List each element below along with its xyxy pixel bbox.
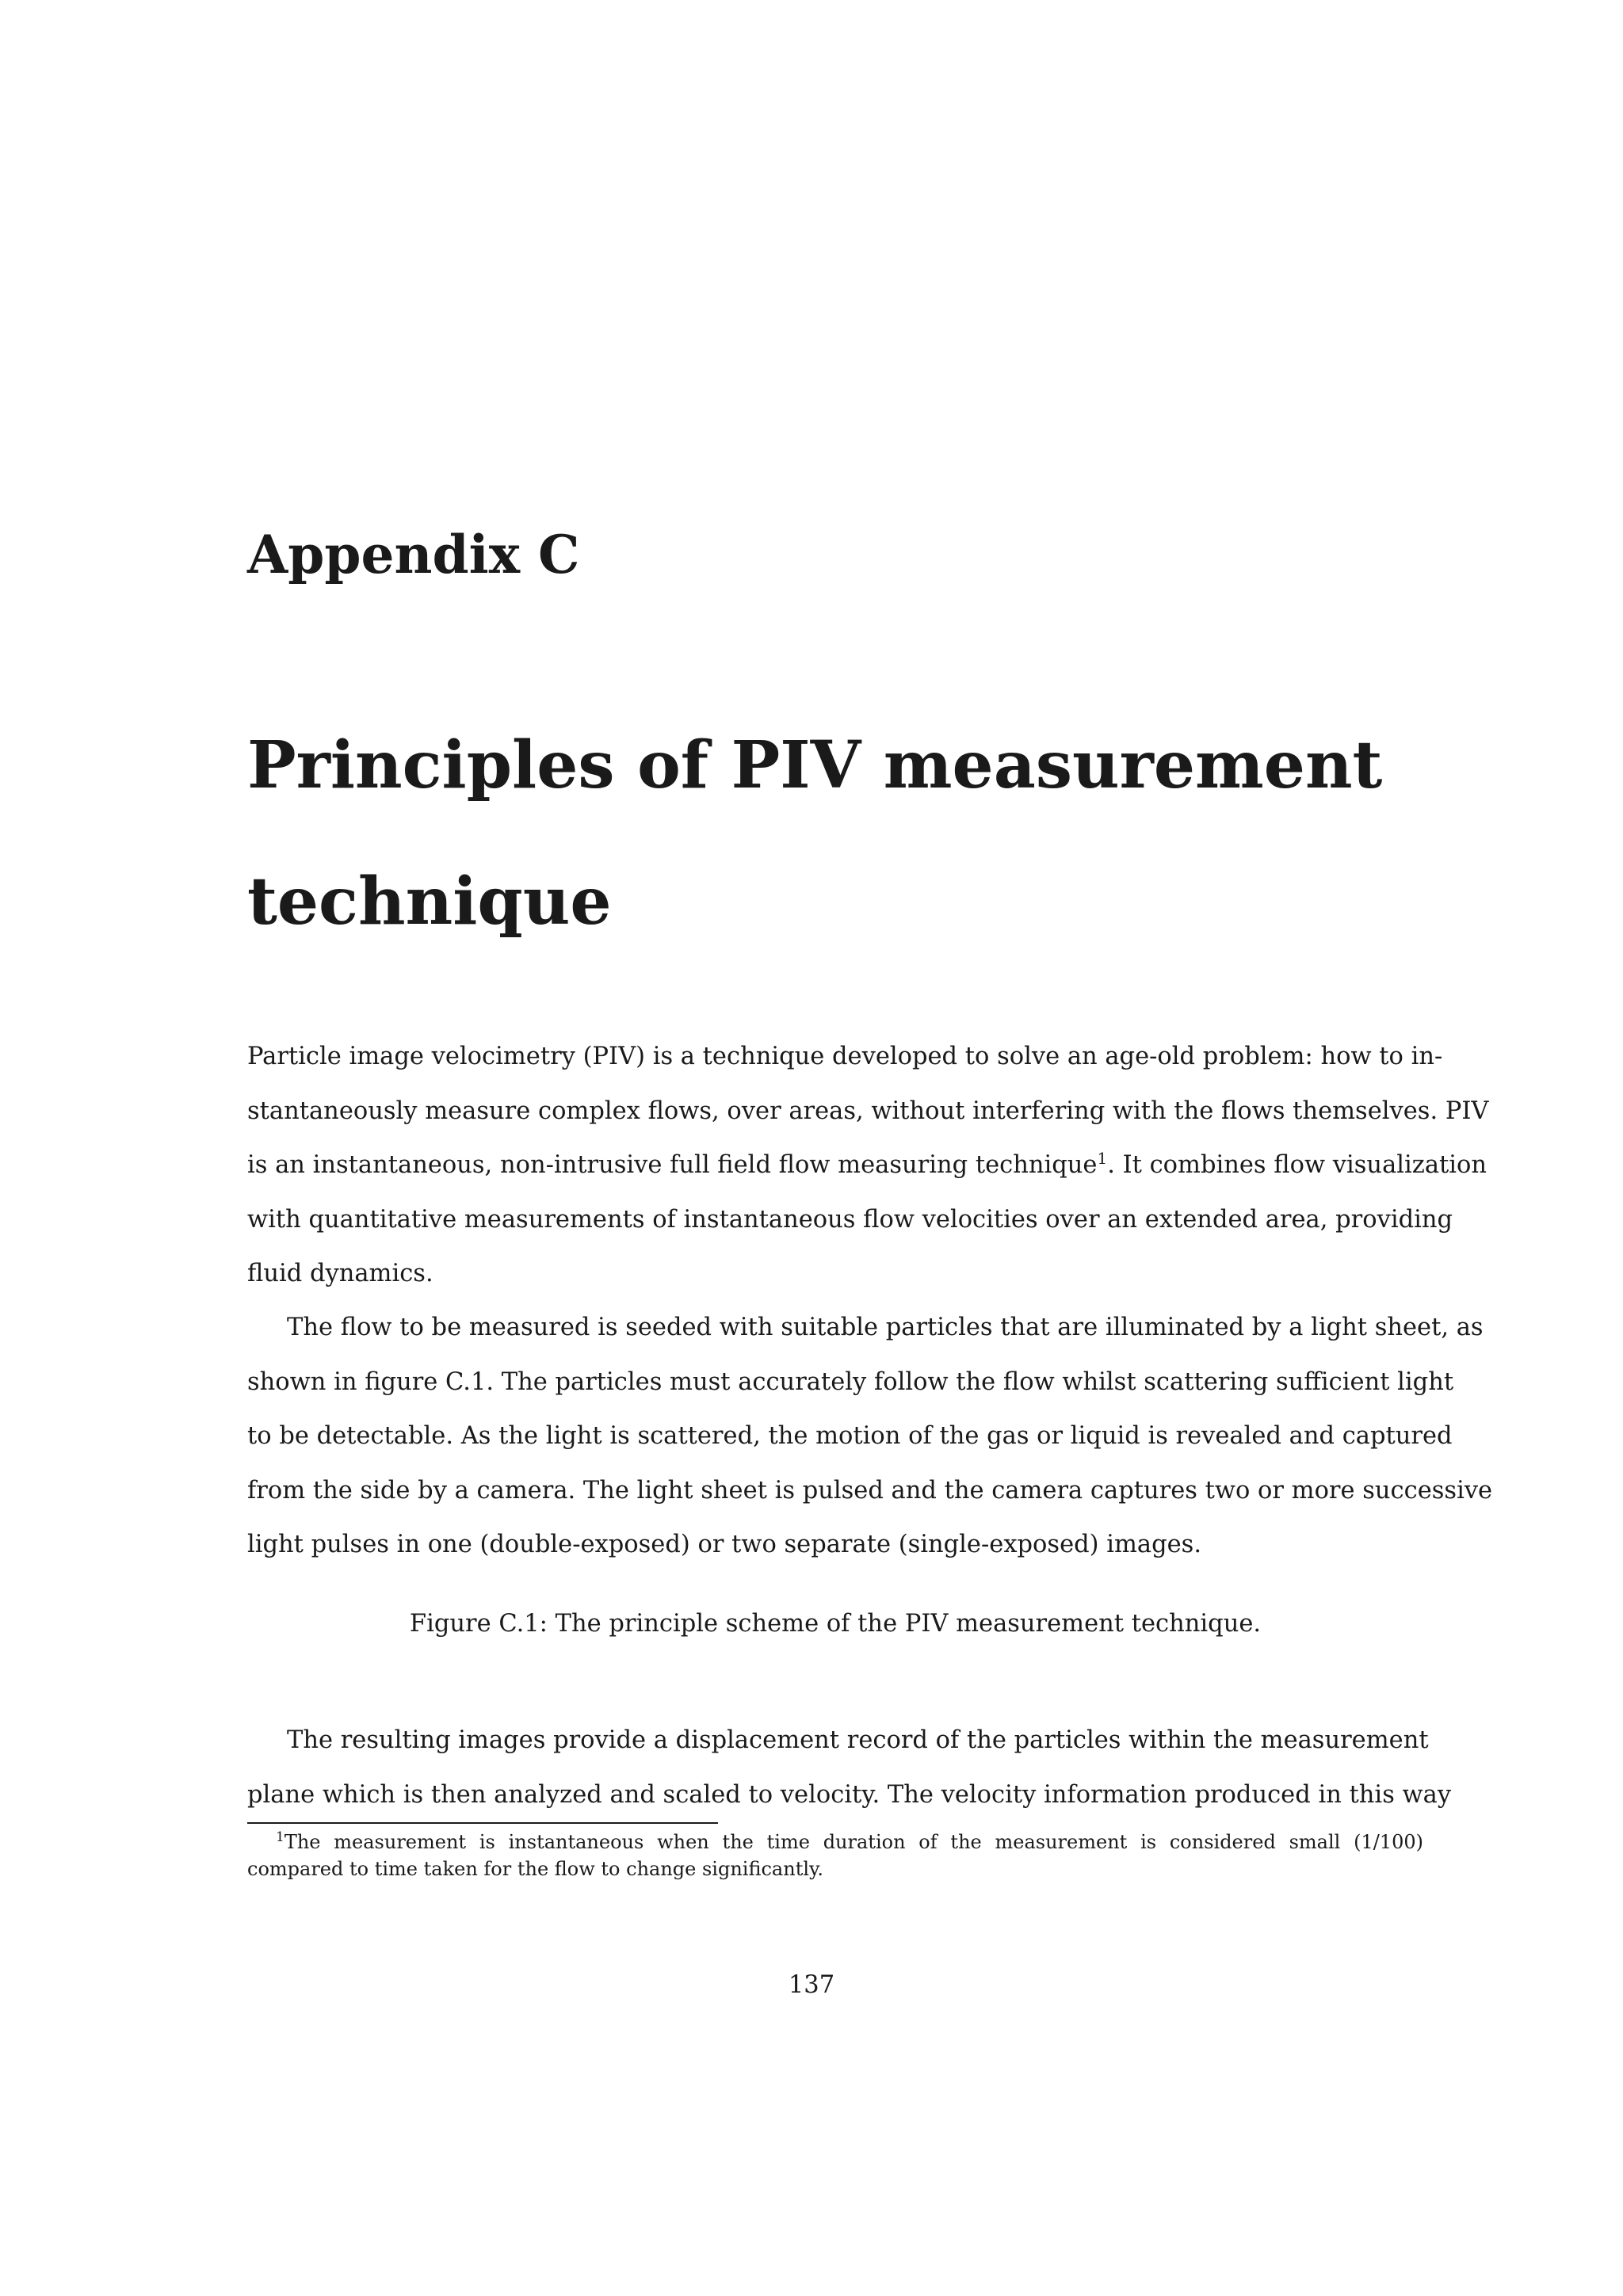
text-line: Particle image velocimetry (PIV) is a technique developed to solve an age-old problem: how to in- (247, 1043, 1443, 1070)
text-segment: is an instantaneous, non-intrusive full field flow measuring technique (247, 1151, 1098, 1180)
footnote-line (247, 1829, 1423, 1855)
footnote-line: compared to time taken for the flow to change significantly. (247, 1858, 824, 1880)
text-segment: The measurement is instantaneous when the time duration of the measurement is considered small (1/100) (284, 1831, 1423, 1853)
footnote-mark: 1 (276, 1829, 285, 1845)
footnote-divider (247, 1822, 718, 1824)
text-line: shown in figure C.1. The particles must accurately follow the flow whilst scattering sufficient light (247, 1367, 1454, 1396)
text-line: with quantitative measurements of instantaneous flow velocities over an extended area, providing (247, 1205, 1453, 1234)
chapter-title-line: Principles of PIV measurement (247, 727, 1383, 803)
text-line: to be detectable. As the light is scattered, the motion of the gas or liquid is revealed and captured (247, 1422, 1453, 1451)
chapter-title (247, 697, 1420, 970)
text-line (247, 1138, 1487, 1193)
paragraph-results (247, 1714, 1452, 1822)
text-line: The flow to be measured is seeded with suitable particles that are illuminated by a light sheet, as (287, 1314, 1484, 1341)
footnote-reference[interactable]: 1 (1097, 1149, 1108, 1169)
text-line: light pulses in one (double-exposed) or two separate (single-exposed) images. (247, 1531, 1202, 1559)
text-line: stantaneously measure complex flows, over areas, without interfering with the flows themselves. PIV (247, 1097, 1489, 1125)
paragraph-intro (247, 1030, 1489, 1302)
paragraph-seeding (247, 1301, 1493, 1573)
chapter-label: Appendix C (247, 524, 580, 585)
text-line: from the side by a camera. The light sheet is pulsed and the camera captures two or more successive (247, 1476, 1493, 1505)
footnote (247, 1829, 1423, 1882)
text-line: plane which is then analyzed and scaled to velocity. The velocity information produced in this way (247, 1780, 1452, 1809)
text-segment: . It combines flow visualization (1107, 1151, 1487, 1180)
text-line: The resulting images provide a displacement record of the particles within the measurement (287, 1726, 1429, 1754)
page-number: 137 (788, 1971, 835, 1999)
text-line: fluid dynamics. (247, 1260, 433, 1288)
chapter-title-line: technique (247, 864, 612, 940)
figure-caption: Figure C.1: The principle scheme of the PIV measurement technique. (409, 1610, 1262, 1638)
